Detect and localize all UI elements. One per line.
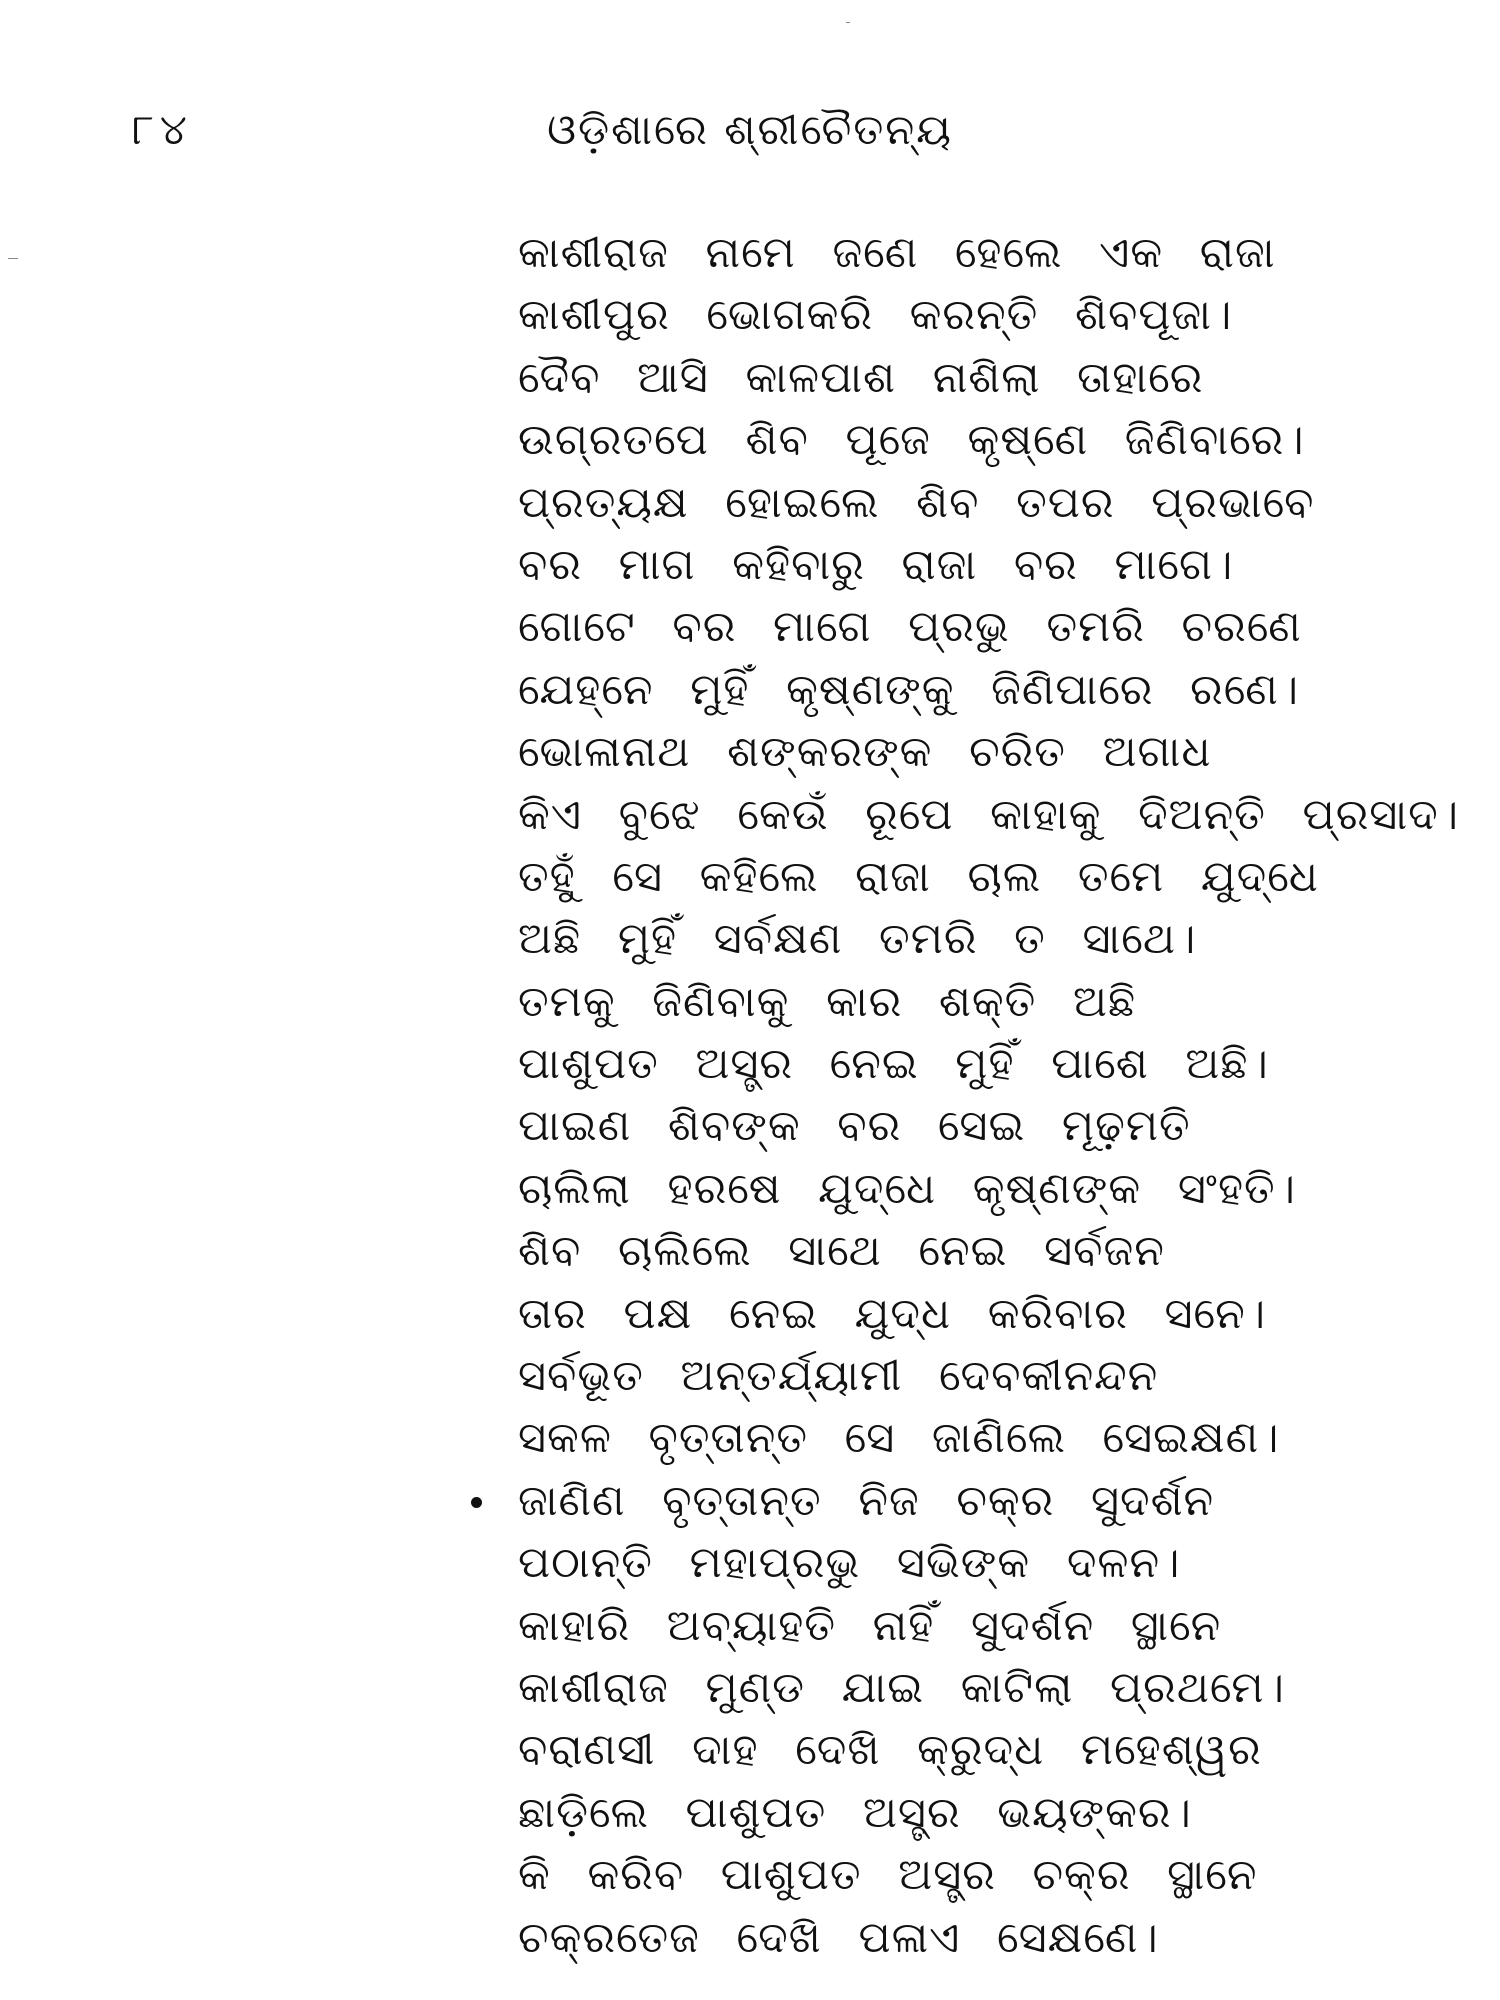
- verse-line-text: ଜାଣିଣ ବୃତ୍ତାନ୍ତ ନିଜ ଚକ୍ର ସୁଦର୍ଶନ: [518, 1475, 1215, 1526]
- verse-line: ବରାଣସୀ ଦାହ ଦେଖି କ୍ରୁଦ୍ଧ ମହେଶ୍ୱର: [518, 1725, 1262, 1776]
- verse-line: ଅଛି ମୁହିଁ ସର୍ବକ୍ଷଣ ତମରି ତ ସାଥେ।: [518, 914, 1197, 965]
- page-number: ୮୪: [132, 105, 193, 154]
- verse-line: ସର୍ବଭୂତ ଅନ୍ତର୍ଯ୍ୟାମୀ ଦେବକୀନନ୍ଦନ: [518, 1351, 1159, 1402]
- verse-line: ଦୈବ ଆସି କାଳପାଶ ନାଶିଲା ତାହାରେ: [518, 352, 1204, 403]
- verse-line: ବର ମାଗ କହିବାରୁ ରାଜା ବର ମାଗେ।: [518, 539, 1234, 590]
- verse-line: ଛାଡ଼ିଲେ ପାଶୁପତ ଅସ୍ତ୍ର ଭୟଙ୍କର।: [518, 1787, 1192, 1838]
- verse-line: କାହାରି ଅବ୍ୟାହତି ନାହିଁ ସୁଦର୍ଶନ ସ୍ଥାନେ: [518, 1600, 1222, 1651]
- verse-line: ସକଳ ବୃତ୍ତାନ୍ତ ସେ ଜାଣିଲେ ସେଇକ୍ଷଣ।: [518, 1413, 1280, 1464]
- bullet-marker-icon: [471, 1497, 482, 1508]
- verse-line: କିଏ ବୁଝେ କେଉଁ ରୂପେ କାହାକୁ ଦିଅନ୍ତି ପ୍ରସାଦ।: [518, 789, 1460, 840]
- verse-line: ପାଶୁପତ ଅସ୍ତ୍ର ନେଇ ମୁହିଁ ପାଶେ ଅଛି।: [518, 1039, 1269, 1090]
- running-title: ଓଡ଼ିଶାରେ ଶ୍ରୀଚୈତନ୍ୟ: [547, 105, 953, 154]
- verse-line: ତହୁଁ ସେ କହିଲେ ରାଜା ଚାଲ ତମେ ଯୁଦ୍ଧେ: [518, 851, 1319, 902]
- verse-line: କାଶୀରାଜ ମୁଣ୍ଡ ଯାଇ କାଟିଲା ପ୍ରଥମେ।: [518, 1662, 1285, 1713]
- verse-line: ଶିବ ଚାଲିଲେ ସାଥେ ନେଇ ସର୍ବଜନ: [518, 1226, 1165, 1277]
- verse-line: ତାର ପକ୍ଷ ନେଇ ଯୁଦ୍ଧ କରିବାର ସନେ।: [518, 1288, 1267, 1339]
- scan-speck: [846, 22, 850, 23]
- verse-line: ପ୍ରତ୍ୟକ୍ଷ ହୋଇଲେ ଶିବ ତପର ପ୍ରଭାବେ: [518, 477, 1315, 528]
- scan-speck: [8, 258, 18, 259]
- verse-line-marked: [518, 1470, 1478, 1532]
- verse-line: ଚାଲିଲା ହରଷେ ଯୁଦ୍ଧେ କୃଷ୍ଣଙ୍କ ସଂହତି।: [518, 1163, 1297, 1214]
- verse-line: ପଠାନ୍ତି ମହାପ୍ରଭୁ ସଭିଙ୍କ ଦଳନ।: [518, 1538, 1181, 1589]
- verse-line: ଗୋଟେ ବର ମାଗେ ପ୍ରଭୁ ତମରି ଚରଣେ: [518, 602, 1302, 653]
- verse-line: ଉଗ୍ରତପେ ଶିବ ପୂଜେ କୃଷ୍ଣେ ଜିଣିବାରେ।: [518, 415, 1305, 466]
- verse-line: କାଶୀରାଜ ନାମେ ଜଣେ ହେଲେ ଏକ ରାଜା: [518, 228, 1276, 278]
- verse-line: ଚକ୍ରତେଜ ଦେଖି ପଳାଏ ସେକ୍ଷଣେ।: [518, 1912, 1159, 1963]
- verse-block: [518, 222, 1478, 1969]
- verse-line: ପାଇଣ ଶିବଙ୍କ ବର ସେଇ ମୂଢ଼ମତି: [518, 1101, 1191, 1152]
- verse-line: ଯେହ୍ନେ ମୁହିଁ କୃଷ୍ଣଙ୍କୁ ଜିଣିପାରେ ରଣେ।: [518, 664, 1300, 715]
- verse-line: କି କରିବ ପାଶୁପତ ଅସ୍ତ୍ର ଚକ୍ର ସ୍ଥାନେ: [518, 1850, 1258, 1901]
- verse-line: ତମକୁ ଜିଣିବାକୁ କାର ଶକ୍ତି ଅଛି: [518, 976, 1137, 1027]
- verse-line: ଭୋଳାନାଥ ଶଙ୍କରଙ୍କ ଚରିତ ଅଗାଧ: [518, 727, 1212, 778]
- verse-line: କାଶୀପୁର ଭୋଗକରି କରନ୍ତି ଶିବପୂଜା।: [518, 290, 1233, 341]
